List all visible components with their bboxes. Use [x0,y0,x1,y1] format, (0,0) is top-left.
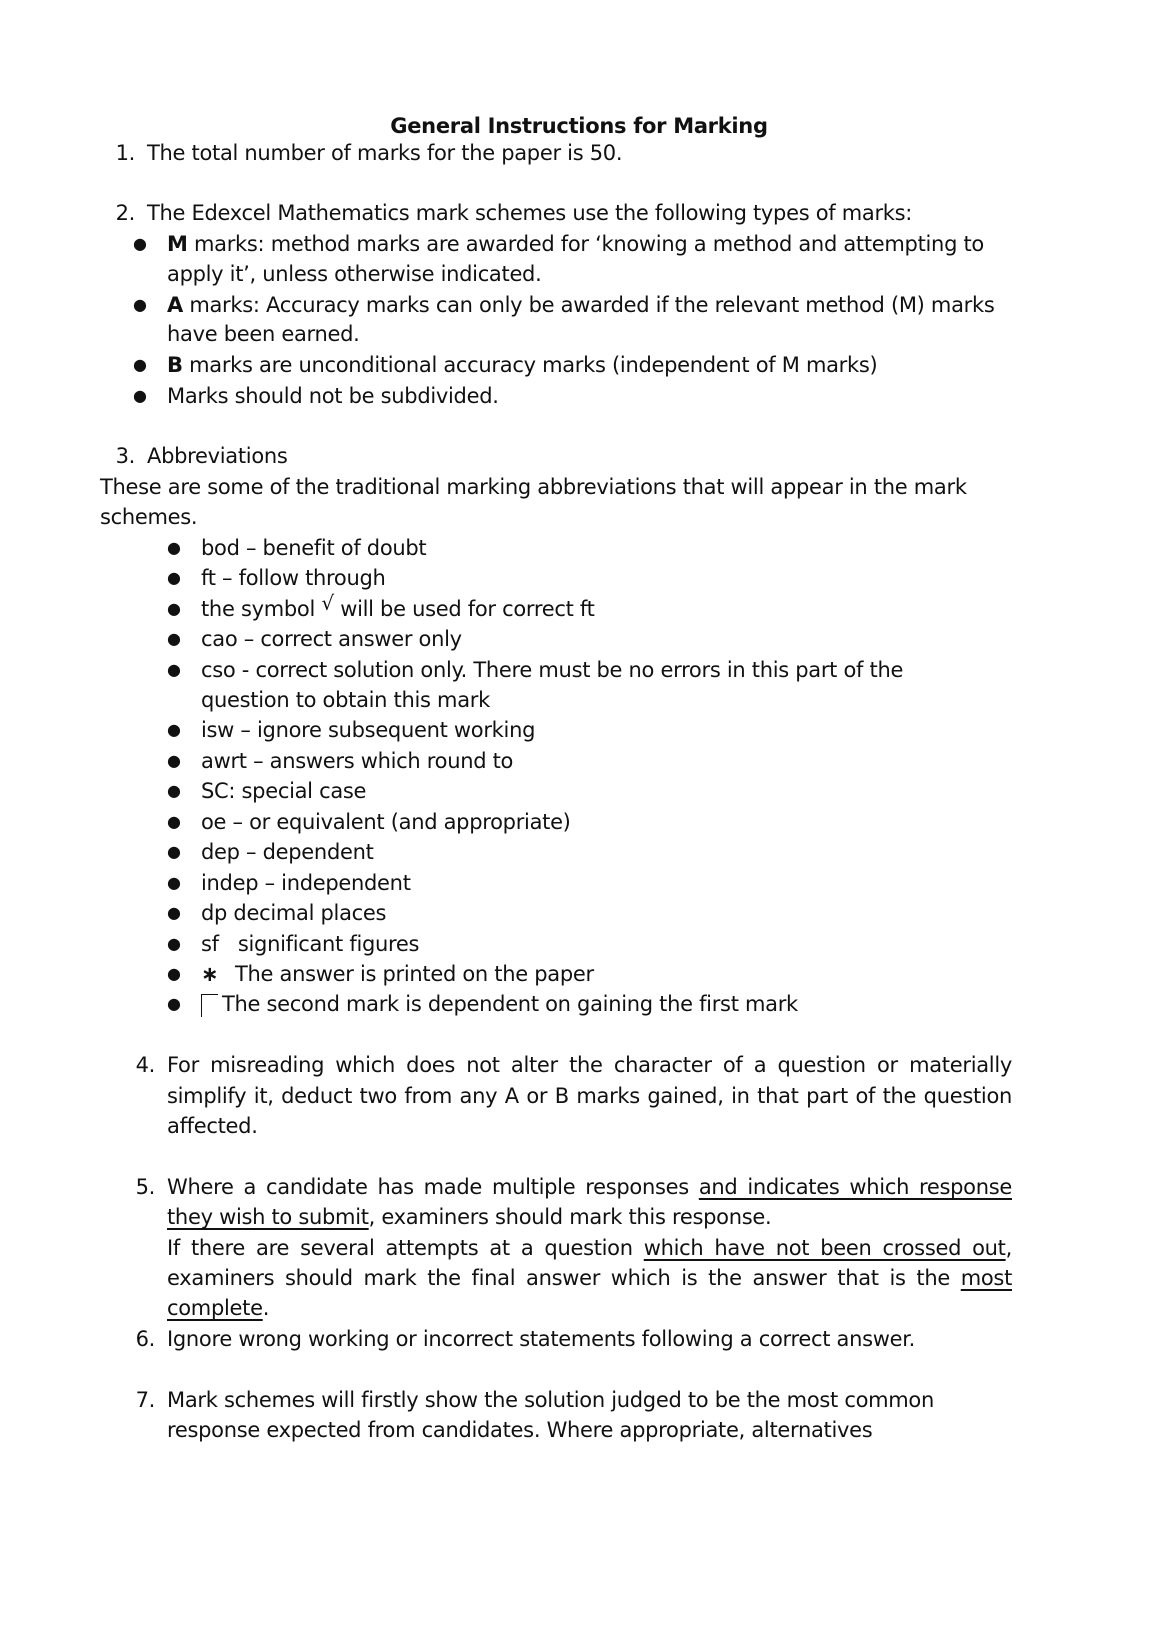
underlined-text: which have not been crossed out [643,1236,1006,1260]
check-symbol-icon: √ [321,591,334,615]
abbr-isw: isw – ignore subsequent working [201,718,536,742]
underlined-text: and indicates which response [698,1175,1012,1199]
item-1-number: 1. [115,141,135,165]
bullet-icon: ● [133,386,147,405]
item-5-line-1: Where a candidate has made multiple responses and indicates which response [167,1175,1012,1199]
item-3-heading: Abbreviations [147,444,288,468]
bullet-icon: ● [167,629,181,648]
bullet-icon: ● [167,934,181,953]
bullet-icon: ● [167,720,181,739]
item-5-line-2: they wish to submit, examiners should mark this response. [167,1205,772,1229]
abbr-oe: oe – or equivalent (and appropriate) [201,810,571,834]
underlined-text: complete [167,1296,263,1320]
marks-type-m-cont: apply it’, unless otherwise indicated. [167,262,542,286]
abbr-symbol: the symbol √ will be used for correct ft [201,593,595,625]
mark-description: marks are unconditional accuracy marks (independent of M marks) [182,353,878,377]
bullet-icon: ● [133,234,147,253]
mark-description: marks: method marks are awarded for ‘knowing a method and attempting to [187,232,984,256]
item-2-number: 2. [115,201,135,225]
mark-code: A [167,293,183,317]
item-4-line-1: For misreading which does not alter the character of a question or materially [167,1053,1012,1077]
bullet-icon: ● [167,964,181,983]
item-7-line-2: response expected from candidates. Where appropriate, alternatives [167,1418,873,1442]
abbr-indep: indep – independent [201,871,411,895]
mark-description: marks: Accuracy marks can only be awarded if the relevant method (M) marks [182,293,995,317]
mark-code: B [167,353,183,377]
page-title: General Instructions for Marking [390,114,768,138]
item-2-text: The Edexcel Mathematics mark schemes use the following types of marks: [147,201,913,225]
bullet-icon: ● [167,903,181,922]
bullet-icon: ● [167,842,181,861]
item-5-line-3: If there are several attempts at a question which have not been crossed out, [167,1236,1012,1260]
bullet-icon: ● [167,660,181,679]
bullet-icon: ● [167,781,181,800]
marks-no-subdivide: Marks should not be subdivided. [167,384,499,408]
item-5-number: 5. [135,1175,155,1199]
item-5-line-4: examiners should mark the final answer which is the answer that is the most [167,1266,1012,1290]
bullet-icon: ● [167,538,181,557]
bullet-icon: ● [133,295,147,314]
marks-type-b [167,349,877,381]
abbr-bod: bod – benefit of doubt [201,536,427,560]
abbr-ft: ft – follow through [201,566,386,590]
asterisk-icon: ∗ [201,962,219,986]
mark-code: M [167,232,188,256]
abbr-awrt: awrt – answers which round to [201,749,514,773]
abbreviations-intro-cont: schemes. [100,505,198,529]
abbr-printed-answer: ∗ The answer is printed on the paper [201,958,594,990]
item-7-number: 7. [135,1388,155,1412]
abbr-sf: sf significant figures [201,932,420,956]
bullet-icon: ● [133,355,147,374]
item-6-text: Ignore wrong working or incorrect statements following a correct answer. [167,1327,915,1351]
marks-type-a [167,289,995,321]
item-7-line-1: Mark schemes will firstly show the solution judged to be the most common [167,1388,934,1412]
bullet-icon: ● [167,568,181,587]
abbr-cao: cao – correct answer only [201,627,462,651]
marks-type-a-cont: have been earned. [167,322,360,346]
abbreviations-intro: These are some of the traditional marking abbreviations that will appear in the mark [100,475,967,499]
abbr-cso: cso - correct solution only. There must be no errors in this part of the [201,658,904,682]
abbr-cso-cont: question to obtain this mark [201,688,490,712]
bullet-icon: ● [167,994,181,1013]
bullet-icon: ● [167,812,181,831]
bullet-icon: ● [167,873,181,892]
item-3-number: 3. [115,444,135,468]
abbr-dp: dp decimal places [201,901,387,925]
item-4-line-3: affected. [167,1114,258,1138]
abbr-sc: SC: special case [201,779,367,803]
item-4-number: 4. [135,1053,155,1077]
bullet-icon: ● [167,751,181,770]
dependency-bracket-icon [201,994,218,1017]
abbr-dep: dep – dependent [201,840,374,864]
bullet-icon: ● [167,599,181,618]
underlined-text: most [960,1266,1012,1290]
underlined-text: they wish to submit [167,1205,369,1229]
item-5-line-5: complete. [167,1296,270,1320]
item-4-line-2: simplify it, deduct two from any A or B marks gained, in that part of the question [167,1084,1012,1108]
item-6-number: 6. [135,1327,155,1351]
item-1-text: The total number of marks for the paper is 50. [147,141,623,165]
abbr-dependent-mark: The second mark is dependent on gaining the first mark [201,988,798,1020]
marks-type-m [167,228,984,260]
